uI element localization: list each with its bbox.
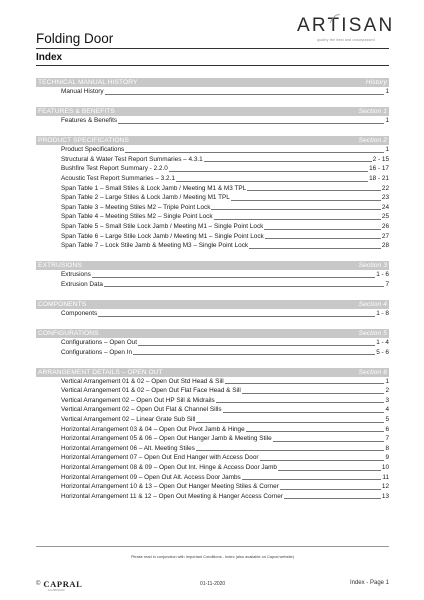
index-entry xyxy=(36,309,389,319)
logo-wordmark: ARTISAN xyxy=(297,15,395,36)
entry-title: Span Table 6 – Large Stile Lock Jamb / Meeting M1 – Single Point Lock xyxy=(61,232,264,240)
entry-title: Span Table 7 – Lock Stile Jamb & Meeting M3 – Single Point Lock xyxy=(61,242,249,250)
entry-leader xyxy=(133,353,375,355)
entry-page: 1 xyxy=(385,146,389,154)
entry-leader xyxy=(104,285,385,287)
index-entry xyxy=(36,482,389,492)
section-code: Section 2 xyxy=(358,137,387,145)
entry-page: 16 - 17 xyxy=(369,165,389,173)
footer-rule xyxy=(36,546,389,547)
entry-title: Horizontal Arrangement 09 – Open Out Alt. Access Door Jambs xyxy=(61,473,241,481)
entry-title: Horizontal Arrangement 05 & 06 – Open Out Hanger Jamb & Meeting Stile xyxy=(61,435,272,443)
section-code: Section 4 xyxy=(358,300,387,308)
index-entry xyxy=(36,463,389,473)
entry-leader xyxy=(176,180,368,182)
entry-page: 3 xyxy=(385,396,389,404)
entry-leader xyxy=(125,151,384,153)
index-entry xyxy=(36,116,389,126)
entry-leader xyxy=(231,199,381,201)
index-section xyxy=(36,107,389,126)
section-title: TECHNICAL MANUAL HISTORY xyxy=(38,79,138,86)
copyright-symbol: © xyxy=(36,581,41,587)
index-entry xyxy=(36,377,389,387)
entry-page: 5 - 6 xyxy=(376,348,389,356)
entry-page: 2 - 15 xyxy=(372,155,389,163)
entry-leader xyxy=(138,344,375,346)
section-code: History xyxy=(365,79,387,86)
section-header xyxy=(36,261,389,270)
entry-leader xyxy=(223,411,385,413)
entry-title: Acoustic Test Report Summaries – 3.2.1 xyxy=(61,174,175,182)
section-title: COMPONENTS xyxy=(38,300,87,308)
entry-page: 5 xyxy=(385,416,389,424)
footer-note: Please read in conjunction with Important Conditions - Index (also available on Capral website) xyxy=(130,554,295,559)
entry-leader xyxy=(247,189,381,191)
page-number: Index - Page 1 xyxy=(349,580,389,586)
entry-page: 4 xyxy=(385,406,389,414)
entry-page: 25 xyxy=(381,213,389,221)
index-entry xyxy=(36,203,389,213)
entry-title: Bushfire Test Report Summary - 2.2.0 xyxy=(61,165,168,173)
section-code: Section 1 xyxy=(358,108,387,116)
entry-leader xyxy=(273,440,385,442)
index-title: Index xyxy=(36,52,63,63)
entry-title: Vertical Arrangement 01 & 02 – Open Out Std Head & Sill xyxy=(61,377,224,385)
index-entry xyxy=(36,434,389,444)
index-entry xyxy=(36,473,389,483)
entry-title: Features & Benefits xyxy=(61,117,118,125)
entry-page: 6 xyxy=(385,425,389,433)
entry-page: 18 - 21 xyxy=(369,174,389,182)
index-entry xyxy=(36,164,389,174)
entry-page: 28 xyxy=(381,242,389,250)
entry-leader xyxy=(105,93,385,95)
entry-leader xyxy=(225,382,385,384)
index-entry xyxy=(36,453,389,463)
entry-leader xyxy=(169,170,368,172)
entry-title: Vertical Arrangement 02 – Linear Grate Sub Sill xyxy=(61,416,196,424)
index-entry xyxy=(36,396,389,406)
index-entry xyxy=(36,184,389,194)
document-title: Folding Door xyxy=(36,31,114,46)
entry-title: Horizontal Arrangement 08 & 09 – Open Out Int. Hinge & Access Door Jamb xyxy=(61,464,277,472)
index-entry xyxy=(36,232,389,242)
section-code: Section 6 xyxy=(358,368,387,376)
logo-swoosh-icon xyxy=(328,12,342,26)
entry-title: Configurations – Open Out xyxy=(61,339,138,346)
entry-title: Vertical Arrangement 01 & 02 – Open Out Flat Face Head & Sill xyxy=(61,387,241,395)
entry-title: Horizontal Arrangement 03 & 04 – Open Out Pivot Jamb & Hinge xyxy=(61,425,245,433)
index-rule xyxy=(36,65,389,66)
entry-leader xyxy=(98,315,375,317)
entry-title: Components xyxy=(61,309,98,317)
entry-leader xyxy=(284,497,381,499)
entry-leader xyxy=(242,392,385,394)
index-entry xyxy=(36,222,389,232)
entry-page: 7 xyxy=(385,280,389,288)
index-entry xyxy=(36,145,389,155)
index-sections xyxy=(36,78,389,512)
entry-page: 1 xyxy=(385,88,389,95)
entry-leader xyxy=(246,430,385,432)
entry-title: Span Table 4 – Meeting Stiles M2 – Single Point Lock xyxy=(61,213,213,221)
capral-subtitle: ALUMINIUM xyxy=(48,589,65,592)
index-section xyxy=(36,136,389,251)
entry-leader xyxy=(118,122,384,124)
entry-title: Vertical Arrangement 02 – Open Out Flat & Channel Sills xyxy=(61,406,222,414)
entry-leader xyxy=(204,160,372,162)
entry-title: Span Table 5 – Small Stile Lock Jamb / Meeting M1 – Single Point Lock xyxy=(61,222,264,230)
section-title: EXTRUSIONS xyxy=(38,262,82,270)
entry-page: 1 xyxy=(385,117,389,125)
index-entry xyxy=(36,280,389,290)
entry-leader xyxy=(249,247,381,249)
entry-title: Extrusions xyxy=(61,271,91,279)
section-title: CONFIGURATIONS xyxy=(38,330,99,337)
entry-title: Horizontal Arrangement 10 & 13 – Open Out Hanger Meeting Stiles & Corner xyxy=(61,483,279,491)
entry-page: 11 xyxy=(382,473,389,481)
entry-page: 1 - 4 xyxy=(376,339,389,346)
entry-page: 2 xyxy=(385,387,389,395)
index-entry xyxy=(36,415,389,425)
entry-page: 1 xyxy=(385,377,389,385)
entry-leader xyxy=(211,208,380,210)
section-title: FEATURES & BENEFITS xyxy=(38,108,115,116)
entry-leader xyxy=(242,478,382,480)
entry-title: Span Table 3 – Meeting Stiles M2 – Triple Point Lock xyxy=(61,203,211,211)
capral-logo xyxy=(36,579,83,592)
entry-leader xyxy=(196,421,384,423)
entry-leader xyxy=(214,218,381,220)
entry-leader xyxy=(92,276,375,278)
index-section xyxy=(36,368,389,502)
entry-title: Horizontal Arrangement 06 – Alt. Meeting Stiles xyxy=(61,444,195,452)
entry-leader xyxy=(216,401,385,403)
entry-leader xyxy=(265,237,381,239)
index-section xyxy=(36,78,389,97)
entry-page: 1 - 8 xyxy=(376,309,389,317)
index-entry xyxy=(36,241,389,251)
entry-page: 9 xyxy=(385,454,389,462)
index-section xyxy=(36,329,389,357)
index-entry xyxy=(36,270,389,280)
entry-page: 12 xyxy=(381,483,389,491)
entry-title: Horizontal Arrangement 07 – Open Out End Hanger with Access Door xyxy=(61,454,259,462)
index-entry xyxy=(36,425,389,435)
entry-page: 22 xyxy=(381,184,389,192)
entry-leader xyxy=(196,449,385,451)
entry-title: Span Table 1 – Small Stiles & Lock Jamb / Meeting M1 & M3 TPL xyxy=(61,184,247,192)
header-rule xyxy=(36,48,389,49)
entry-title: Manual History xyxy=(61,88,104,95)
section-code: Section 5 xyxy=(358,330,387,337)
entry-leader xyxy=(264,228,381,230)
index-entry xyxy=(36,338,389,348)
entry-page: 10 xyxy=(381,464,389,472)
entry-page: 8 xyxy=(385,444,389,452)
entry-title: Span Table 2 – Large Stiles & Lock Jamb / Meeting M1 TPL xyxy=(61,194,230,202)
entry-page: 27 xyxy=(381,232,389,240)
footer-date: 01-11-2020 xyxy=(200,581,226,587)
entry-leader xyxy=(278,469,381,471)
entry-page: 26 xyxy=(381,222,389,230)
section-header xyxy=(36,107,389,116)
capral-wordmark: CAPRAL xyxy=(43,579,83,589)
entry-title: Configurations – Open In xyxy=(61,348,133,356)
entry-page: 13 xyxy=(381,492,389,500)
index-entry xyxy=(36,155,389,165)
section-header xyxy=(36,329,389,338)
entry-page: 24 xyxy=(381,203,389,211)
section-header xyxy=(36,78,389,87)
entry-leader xyxy=(260,459,385,461)
entry-title: Horizontal Arrangement 11 & 12 – Open Out Meeting & Hanger Access Corner xyxy=(61,492,283,500)
index-entry xyxy=(36,87,389,97)
index-entry xyxy=(36,193,389,203)
section-title: PRODUCT SPECIFICATIONS xyxy=(38,137,129,145)
entry-page: 23 xyxy=(381,194,389,202)
section-header xyxy=(36,136,389,145)
index-entry xyxy=(36,348,389,358)
entry-title: Vertical Arrangement 02 – Open Out HP Sill & Midrails xyxy=(61,396,215,404)
entry-title: Structural & Water Test Report Summaries – 4.3.1 xyxy=(61,155,203,163)
section-header xyxy=(36,368,389,377)
entry-page: 7 xyxy=(385,435,389,443)
index-entry xyxy=(36,444,389,454)
entry-title: Product Specifications xyxy=(61,146,125,154)
section-title: ARRANGEMENT DETAILS – OPEN OUT xyxy=(38,368,163,376)
index-entry xyxy=(36,212,389,222)
index-section xyxy=(36,261,389,289)
index-section xyxy=(36,300,389,319)
index-entry xyxy=(36,405,389,415)
section-code: Section 3 xyxy=(358,262,387,270)
logo-tagline: quality the best and unsurpassed xyxy=(317,38,375,42)
entry-page: 1 - 6 xyxy=(376,271,389,279)
entry-title: Extrusion Data xyxy=(61,280,103,288)
artisan-logo xyxy=(297,16,393,42)
section-header xyxy=(36,300,389,309)
index-entry xyxy=(36,174,389,184)
index-entry xyxy=(36,386,389,396)
index-entry xyxy=(36,492,389,502)
entry-leader xyxy=(280,488,381,490)
